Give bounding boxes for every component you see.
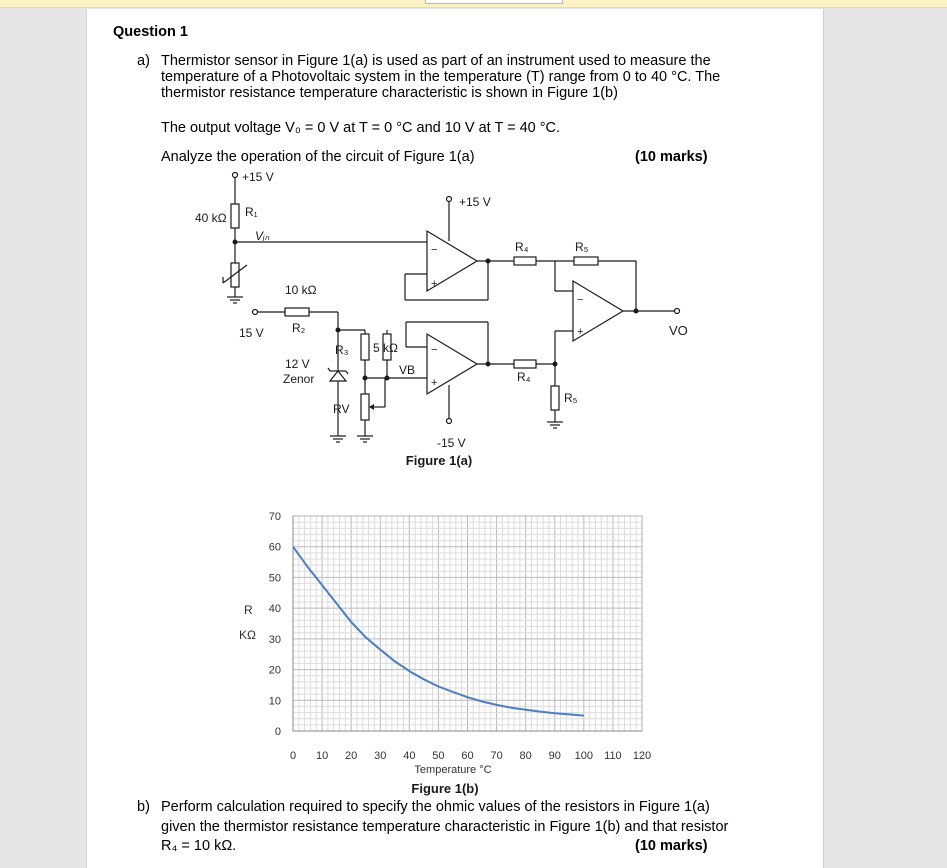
label-r4-bottom: R₄ xyxy=(517,370,531,384)
label-vo: VO xyxy=(669,323,688,338)
label-rv: RV xyxy=(333,402,350,416)
part-b-line-1: Perform calculation required to specify the ohmic values of the resistors in Figure 1(a) xyxy=(161,799,710,815)
y-tick-label: 50 xyxy=(268,572,281,585)
label-supply-15: 15 V xyxy=(239,326,264,340)
part-b-marks: (10 marks) xyxy=(635,838,708,854)
y-tick-label: 0 xyxy=(274,726,281,738)
x-axis-label: Temperature °C xyxy=(414,764,492,776)
y-axis-label-r: R xyxy=(244,603,253,617)
x-tick-label: 20 xyxy=(345,750,358,762)
x-tick-label: 50 xyxy=(432,750,445,762)
label-zener-word: Zenor xyxy=(283,372,315,386)
analyze-line: Analyze the operation of the circuit of Figure 1(a) xyxy=(161,149,475,165)
label-opamp1-supply: +15 V xyxy=(459,195,491,209)
output-voltage-line: The output voltage V₀ = 0 V at T = 0 °C and 10 V at T = 40 °C. xyxy=(161,120,561,136)
opamp2-noninverting-sign: + xyxy=(431,377,438,389)
caption-figure-1a: Figure 1(a) xyxy=(405,453,473,468)
label-vb: VB xyxy=(399,363,416,377)
document-page xyxy=(86,9,824,868)
chart-title: Figure 1(b) xyxy=(411,781,479,796)
x-tick-label: 30 xyxy=(374,750,387,762)
label-r3: R₃ xyxy=(335,343,349,357)
y-tick-label: 60 xyxy=(268,541,281,554)
label-r2: R₂ xyxy=(292,321,306,335)
part-b-line-2: given the thermistor resistance temperature characteristic in Figure 1(b) and that resistor xyxy=(161,819,729,835)
chart-grid xyxy=(293,516,642,731)
label-r4-top: R₄ xyxy=(515,240,529,254)
opamp1-inverting-sign: − xyxy=(431,244,438,256)
opamp1-noninverting-sign: + xyxy=(431,278,438,290)
label-r2-value: 10 kΩ xyxy=(285,283,317,297)
y-tick-label: 10 xyxy=(268,695,281,708)
x-tick-label: 90 xyxy=(548,750,561,762)
thermistor-chart xyxy=(87,9,823,809)
part-b-marker: b) xyxy=(137,799,150,815)
x-tick-label: 110 xyxy=(604,750,622,762)
opamp3-inverting-sign: − xyxy=(577,294,584,306)
chart-tick-labels xyxy=(269,511,651,762)
x-tick-label: 60 xyxy=(461,750,474,762)
y-axis-label-unit: KΩ xyxy=(239,628,256,642)
x-tick-label: 80 xyxy=(519,750,532,762)
part-b-line-3: R₄ = 10 kΩ. xyxy=(161,838,237,854)
y-tick-label: 40 xyxy=(268,603,281,616)
label-zener-voltage: 12 V xyxy=(285,357,310,371)
x-tick-label: 70 xyxy=(490,750,503,762)
x-tick-label: 0 xyxy=(289,750,297,762)
part-a-line-1: Thermistor sensor in Figure 1(a) is used as part of an instrument used to measure the xyxy=(161,53,711,69)
label-r3-value: 5 kΩ xyxy=(373,341,398,355)
part-a-marks: (10 marks) xyxy=(635,149,708,165)
part-a-marker: a) xyxy=(137,53,150,69)
x-tick-label: 120 xyxy=(632,750,652,762)
y-tick-label: 70 xyxy=(268,511,281,523)
label-supply-top: +15 V xyxy=(242,170,274,184)
part-a-line-3: thermistor resistance temperature characteristic is shown in Figure 1(b) xyxy=(161,85,618,101)
label-neg-supply: -15 V xyxy=(437,436,466,450)
x-tick-label: 100 xyxy=(574,750,594,762)
top-tab xyxy=(425,0,563,4)
y-tick-label: 20 xyxy=(268,664,281,677)
part-a-line-2: temperature of a Photovoltaic system in the temperature (T) range from 0 to 40 °C. The xyxy=(161,69,721,85)
x-tick-label: 40 xyxy=(403,750,416,762)
label-r5-top: R₅ xyxy=(575,240,589,254)
label-r1: R₁ xyxy=(245,205,258,219)
question-heading: Question 1 xyxy=(113,24,188,40)
x-tick-label: 10 xyxy=(315,750,329,762)
opamp2-inverting-sign: − xyxy=(431,344,438,356)
y-tick-label: 30 xyxy=(268,633,281,646)
label-r5-bottom: R₅ xyxy=(564,391,578,405)
label-r1-value: 40 kΩ xyxy=(195,211,227,225)
label-vin: Vᵢₙ xyxy=(255,229,270,243)
opamp3-noninverting-sign: + xyxy=(577,326,584,338)
